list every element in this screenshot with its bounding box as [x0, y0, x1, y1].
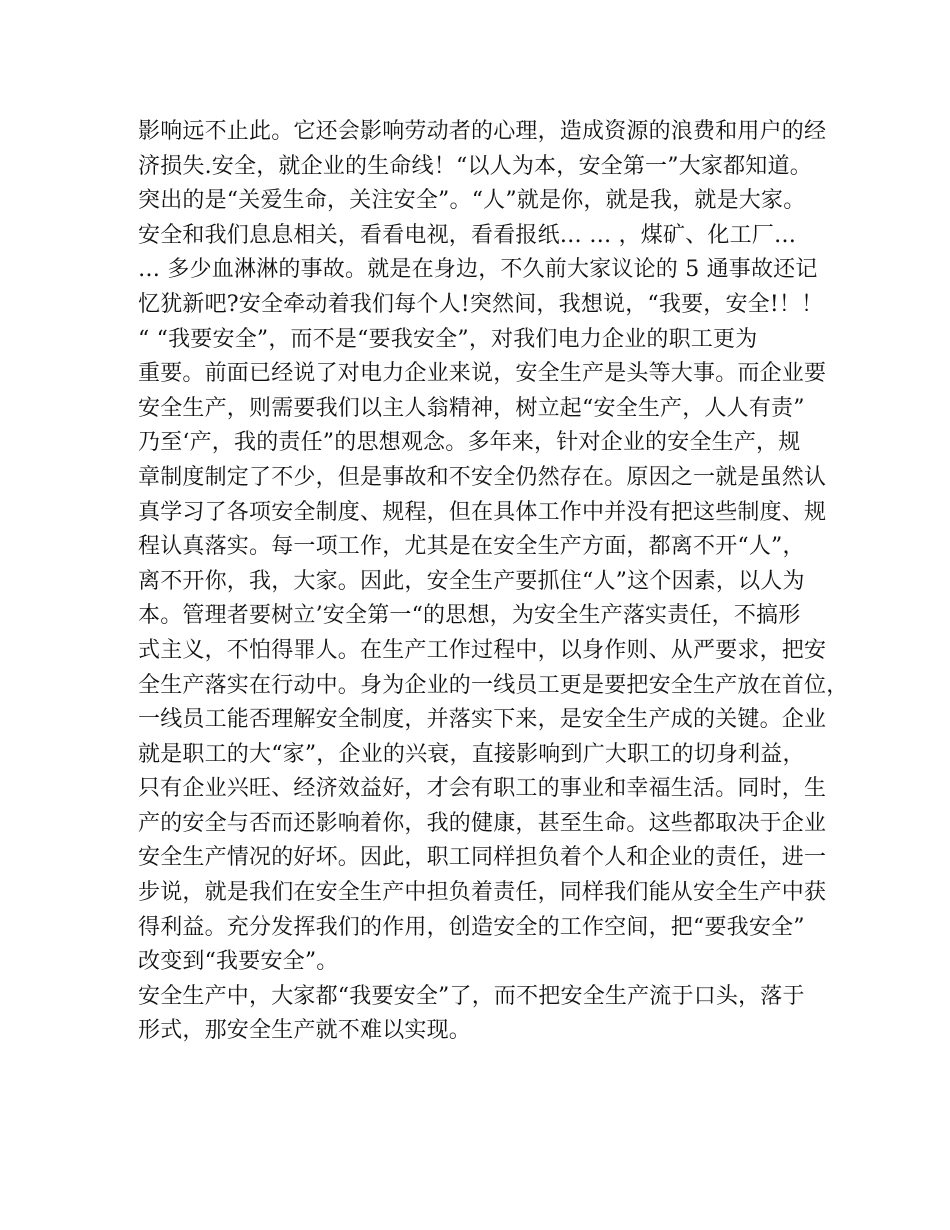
text-line: 安全生产，则需要我们以主人翁精神，树立起“安全生产，人人有责”: [138, 395, 805, 421]
paragraph-2: [138, 980, 838, 1049]
document-body: [138, 115, 849, 1049]
text-line: “ “我要安全”，而不是“要我安全”，对我们电力企业的职工更为: [138, 326, 758, 352]
text-line: 本。管理者要树立’安全第一“的思想，为安全生产落实责任，不搞形: [138, 603, 801, 629]
text-line: 全生产落实在行动中。身为企业的一线员工更是要把安全生产放在首位，: [138, 672, 849, 698]
text-line: 济损失.安全，就企业的生命线！“以人为本，安全第一”大家都知道。: [138, 153, 812, 179]
text-line: … 多少血淋淋的事故。就是在身边，不久前大家议论的 5 通事故还记: [138, 257, 818, 283]
text-line: 安全生产情况的好坏。因此，职工同样担负着个人和企业的责任，进一: [138, 845, 827, 871]
text-line: 程认真落实。每一项工作，尤其是在安全生产方面，都离不开“人”，: [138, 534, 805, 560]
text-line: 得利益。充分发挥我们的作用，创造安全的工作空间，把“要我安全”: [138, 914, 805, 940]
text-line: 影响远不止此。它还会影响劳动者的心理，造成资源的浪费和用户的经: [138, 119, 827, 144]
text-line: 突出的是“关爱生命，关注安全”。“人”就是你，就是我，就是大家。: [138, 188, 806, 214]
text-line: 章制度制定了不少，但是事故和不安全仍然存在。原因之一就是虽然认: [138, 464, 827, 490]
text-line: 重要。前面已经说了对电力企业来说，安全生产是头等大事。而企业要: [138, 361, 827, 387]
text-line: 一线员工能否理解安全制度，并落实下来，是安全生产成的关键。企业: [138, 707, 827, 733]
text-line: 只有企业兴旺、经济效益好，才会有职工的事业和幸福生活。同时，生: [138, 776, 827, 802]
text-line: 忆犹新吧?安全牵动着我们每个人!突然间，我想说，“我要，安全!！！: [138, 291, 824, 317]
text-line: 乃至‘产，我的责任”的思想观念。多年来，针对企业的安全生产，规: [138, 430, 801, 456]
paragraph-1: [138, 115, 849, 980]
text-line: 就是职工的大“家”，企业的兴衰，直接影响到广大职工的切身利益，: [138, 741, 805, 767]
text-line: 产的安全与否而还影响着你，我的健康，甚至生命。这些都取决于企业: [138, 810, 827, 836]
text-line: 真学习了各项安全制度、规程，但在具体工作中并没有把这些制度、规: [138, 499, 827, 525]
text-line: 离不开你，我，大家。因此，安全生产要抓住“人”这个因素，以人为: [138, 568, 805, 594]
text-line: 步说，就是我们在安全生产中担负着责任，同样我们能从安全生产中获: [138, 880, 827, 906]
text-line: 安全生产中，大家都“我要安全”了，而不把安全生产流于口头，落于: [138, 983, 805, 1009]
text-line: 安全和我们息息相关，看看电视，看看报纸… … ，煤矿、化工厂…: [138, 222, 797, 248]
text-line: 式主义，不怕得罪人。在生产工作过程中，以身作则、从严要求，把安: [138, 637, 827, 663]
text-line: 改变到“我要安全”。: [138, 949, 339, 975]
text-line: 形式，那安全生产就不难以实现。: [138, 1018, 472, 1044]
